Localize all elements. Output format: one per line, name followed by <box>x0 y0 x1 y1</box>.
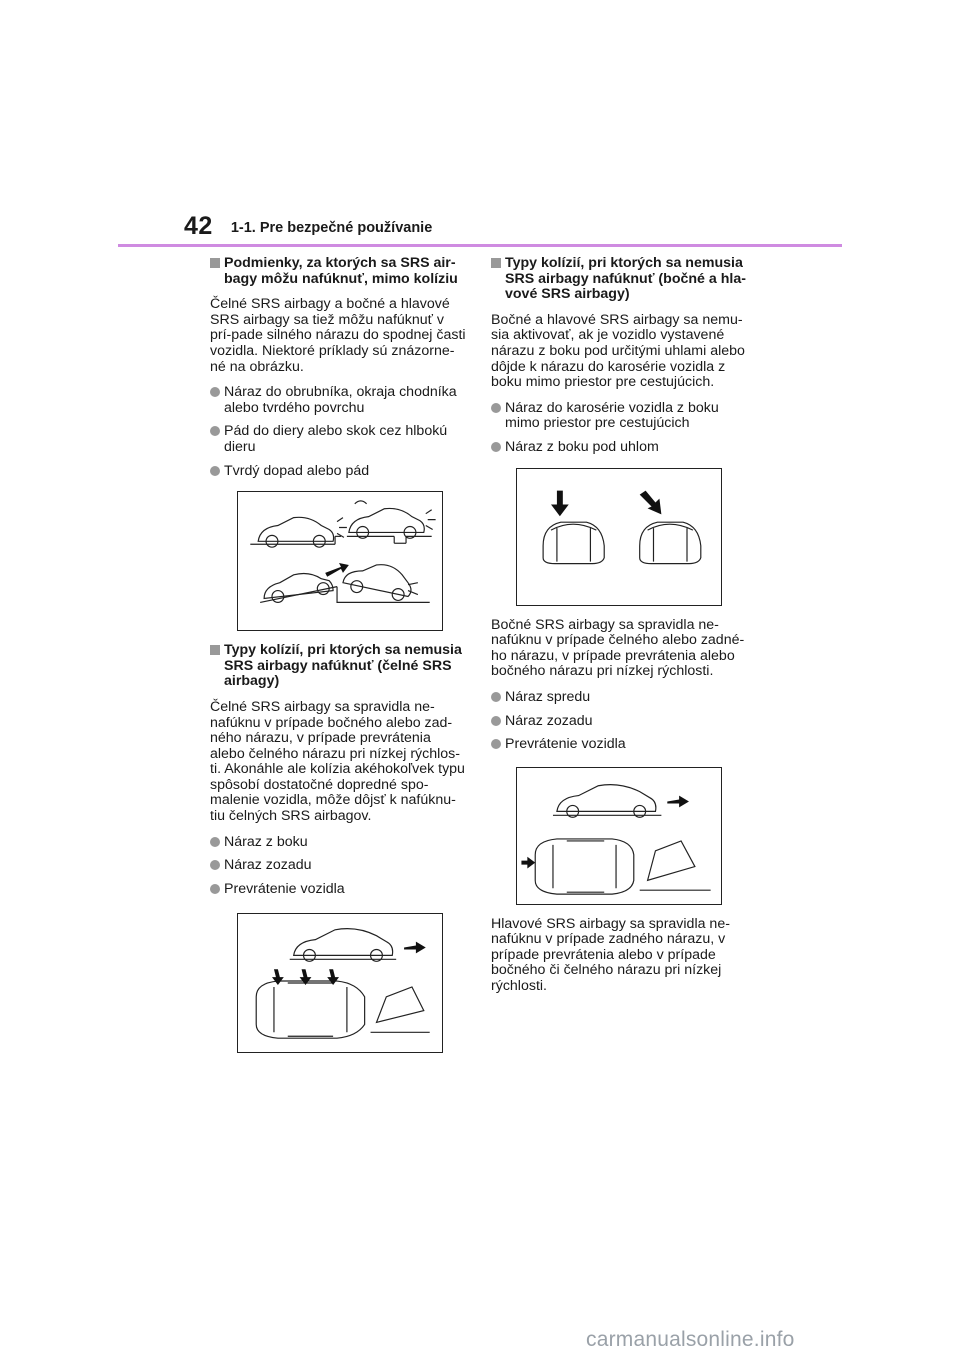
side-rear-rollover-illustration <box>238 914 442 1052</box>
header-rule <box>118 244 842 247</box>
section-title: 1-1. Pre bezpečné používanie <box>230 220 433 236</box>
list-item-text: Náraz do obrubníka, okraja chodníka alebo tvrdého povrchu <box>224 384 457 416</box>
paragraph: Čelné SRS airbagy a bočné a hlavové SRS airbagy sa tiež môžu nafúknuť v prí-pade silného nárazu do spodnej časti vozidla. Niektoré príklady sú znázorne-né na obrázku. <box>210 296 466 375</box>
section-heading <box>210 256 466 287</box>
bullet-icon <box>491 716 501 726</box>
bullet-icon <box>491 692 501 702</box>
list-item-text: Náraz zozadu <box>505 712 593 729</box>
square-bullet-icon <box>210 258 220 268</box>
list-item-text: Tvrdý dopad alebo pád <box>224 462 370 479</box>
paragraph: Bočné a hlavové SRS airbagy sa nemu-sia aktivovať, ak je vozidlo vystavené nárazu z boku pod určitými uhlami alebo dôjde k nárazu do karosérie vozidla z boku mimo priestor pre cestujúcich. <box>491 311 745 391</box>
page-number: 42 <box>184 212 213 240</box>
list-item-text: Náraz zozadu <box>224 857 312 874</box>
bullet-icon <box>491 739 501 749</box>
paragraph: Bočné SRS airbagy sa spravidla ne-nafúknu v prípade čelného alebo zadné-ho nárazu, v prípade prevrátenia alebo bočného nárazu pri nízkej rýchlosti. <box>491 616 745 680</box>
side-impact-illustration <box>517 469 721 605</box>
bullet-icon <box>210 884 220 894</box>
section-heading <box>491 256 747 303</box>
square-bullet-icon <box>491 258 501 268</box>
list-item-text: Pád do diery alebo skok cez hlbokú dieru <box>224 423 448 455</box>
list-item <box>210 464 466 480</box>
bullet-icon <box>210 466 220 476</box>
list-item <box>210 835 466 851</box>
page-header <box>184 212 432 241</box>
section-heading <box>210 643 466 690</box>
list-item <box>210 882 466 898</box>
list-item <box>491 690 747 706</box>
list-item <box>491 440 747 456</box>
list-item <box>210 385 466 416</box>
list-item <box>491 737 747 753</box>
front-rear-rollover-illustration <box>517 768 721 904</box>
bullet-icon <box>491 442 501 452</box>
bullet-icon <box>210 860 220 870</box>
bullet-icon <box>210 426 220 436</box>
undercarriage-impact-illustration <box>238 492 442 630</box>
heading-text: Podmienky, za ktorých sa SRS air-bagy môžu nafúknuť, mimo kolíziu <box>224 255 458 287</box>
list-item-text: Náraz do karosérie vozidla z boku mimo priestor pre cestujúcich <box>505 399 719 432</box>
heading-text: Typy kolízií, pri ktorých sa nemusia SRS airbagy nafúknuť (čelné SRS airbagy) <box>224 642 462 690</box>
front-rear-rollover-figure <box>516 767 722 905</box>
list-item-text: Náraz z boku <box>224 833 308 850</box>
list-item <box>210 424 466 455</box>
list-item-text: Prevrátenie vozidla <box>224 880 345 897</box>
list-item <box>491 401 747 432</box>
undercarriage-impact-figure <box>237 491 443 631</box>
left-column <box>210 256 466 1065</box>
side-rear-rollover-figure <box>237 913 443 1053</box>
list-item-text: Prevrátenie vozidla <box>505 736 626 753</box>
bullet-icon <box>210 837 220 847</box>
list-item-text: Náraz spredu <box>505 688 591 705</box>
watermark-text: carmanualsonline.info <box>586 1328 795 1351</box>
side-impact-figure <box>516 468 722 606</box>
right-column <box>491 256 747 1005</box>
paragraph: Hlavové SRS airbagy sa spravidla ne-nafúknu v prípade zadného nárazu, v prípade prevrátenia alebo v prípade bočného či čelného nárazu pri nízkej rýchlosti. <box>491 915 730 995</box>
paragraph: Čelné SRS airbagy sa spravidla ne-nafúknu v prípade bočného alebo zad-ného nárazu, v prípade prevrátenia alebo čelného nárazu pri nízkej rýchlos-ti. Akonáhle ale kolízia akéhokoľvek typu spôsobí dostatočné dopredné spo-malenie vozidla, môže dôjsť k nafúknu-tiu čelných SRS airbagov. <box>210 698 465 825</box>
heading-text: Typy kolízií, pri ktorých sa nemusia SRS airbagy nafúknuť (bočné a hla-vové SRS airbagy) <box>505 255 746 303</box>
list-item-text: Náraz z boku pod uhlom <box>505 438 659 455</box>
bullet-icon <box>491 403 501 413</box>
list-item <box>491 714 747 730</box>
square-bullet-icon <box>210 645 220 655</box>
list-item <box>210 858 466 874</box>
bullet-icon <box>210 387 220 397</box>
